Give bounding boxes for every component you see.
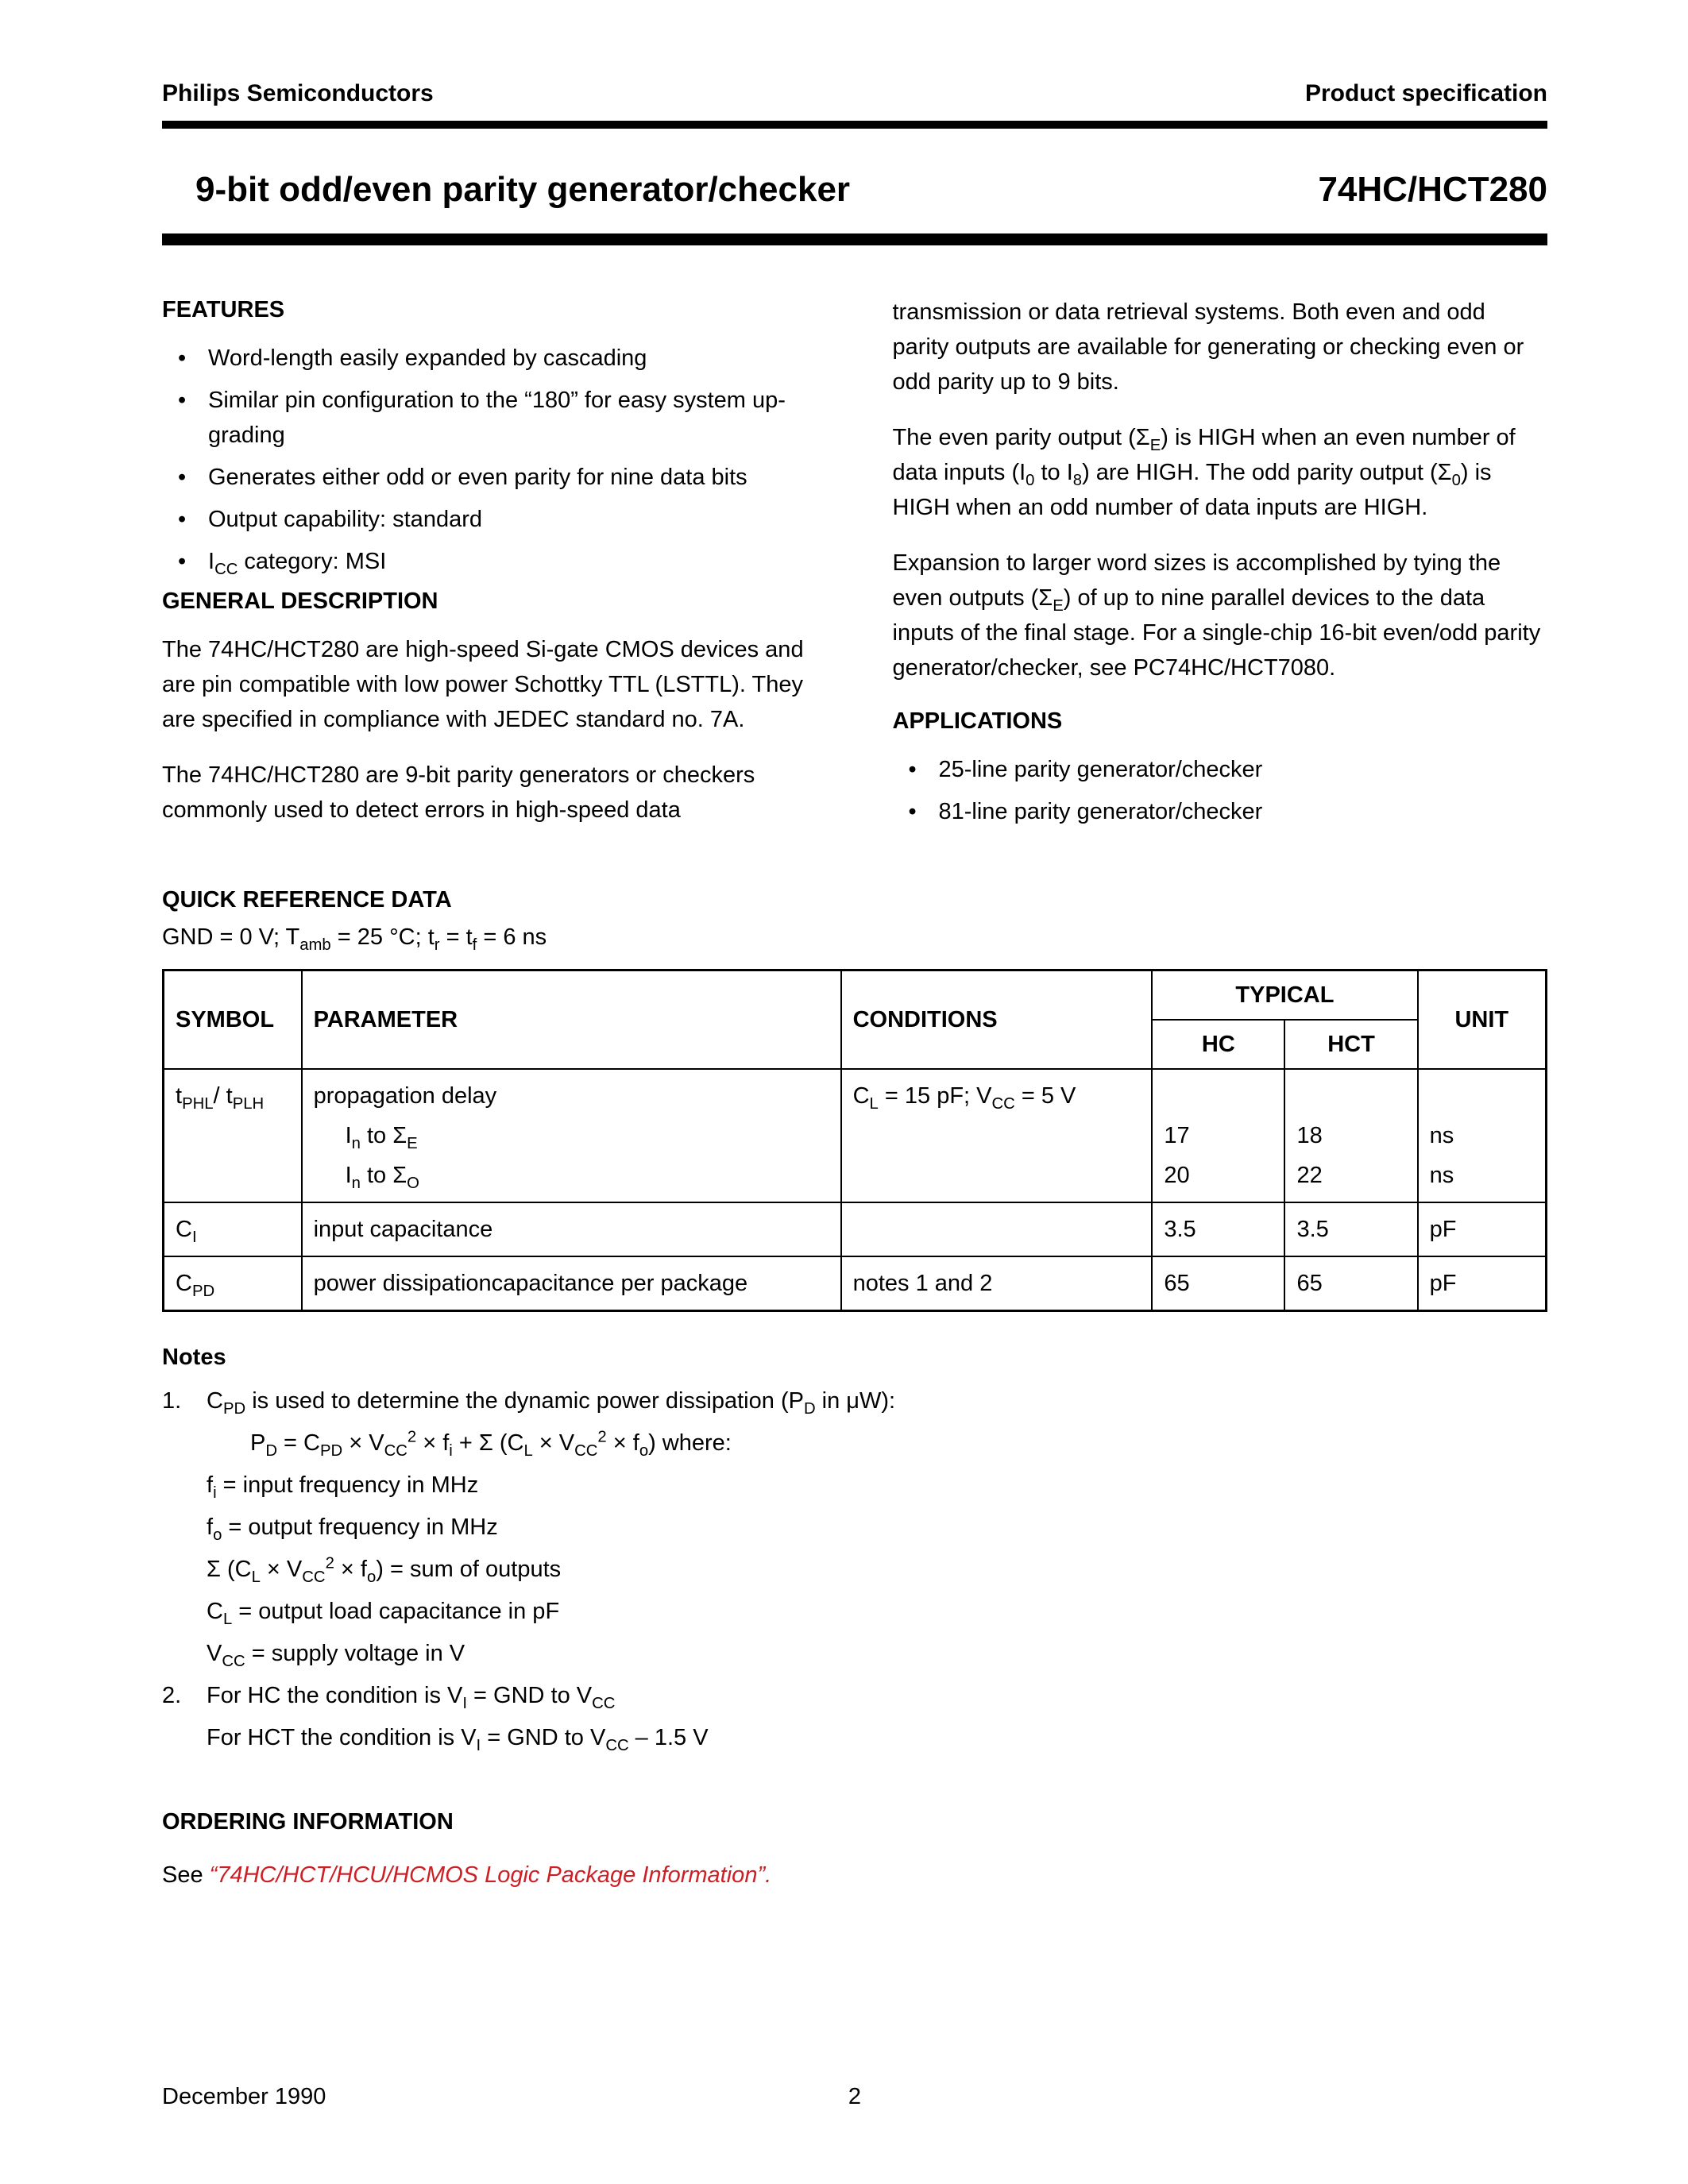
- column-header-symbol: SYMBOL: [164, 970, 302, 1070]
- description-continued-paragraph: transmission or data retrieval systems. Both even and odd parity outputs are available for generating or checking even or odd parity up to 9 bits.: [892, 299, 1524, 395]
- note-formula: $P_D = C_{PD} \times V_{CC}^2 \times f_i + \Sigma$ $(C_L \times V_{CC}^2 \times f_o)$ where:: [250, 1428, 732, 1460]
- cell-hct: 18 22: [1284, 1069, 1417, 1202]
- cell-hct: 3.5: [1284, 1202, 1417, 1256]
- bullet-icon: [893, 794, 939, 829]
- feature-item: [162, 460, 817, 495]
- feature-text: Word-length easily expanded by cascading: [208, 345, 647, 371]
- note-line: For HCT the condition is $V_I$ = GND to $V_{CC} - 1.5$ V: [207, 1725, 709, 1754]
- cell-parameter: propagation delay $I_n$ to $\Sigma_E$ $I_n$ to $\Sigma_O$: [302, 1069, 841, 1202]
- cell-hc: 3.5: [1152, 1202, 1284, 1256]
- feature-item: [162, 383, 817, 453]
- quick-reference-table: [162, 969, 1547, 1312]
- quick-reference-section: [162, 885, 1547, 1312]
- note-1: [162, 1383, 1547, 1678]
- footer-date: December 1990: [162, 2084, 326, 2109]
- column-header-hct: HCT: [1284, 1020, 1417, 1069]
- bullet-icon: [162, 341, 208, 376]
- table-row: [164, 1069, 1547, 1202]
- header-spec-type: Product specification: [1304, 80, 1547, 106]
- cell-unit: pF: [1418, 1202, 1547, 1256]
- package-information-link[interactable]: “74HC/HCT/HCU/HCMOS Logic Package Information”.: [209, 1862, 772, 1888]
- cell-symbol: $C_{PD}$: [164, 1256, 302, 1311]
- cell-conditions: notes 1 and 2: [841, 1256, 1153, 1311]
- column-header-hc: HC: [1152, 1020, 1284, 1069]
- note-number: 1.: [162, 1388, 182, 1414]
- application-text: 25-line parity generator/checker: [938, 757, 1263, 782]
- bullet-icon: [162, 502, 208, 537]
- quick-reference-heading: QUICK REFERENCE DATA: [162, 887, 452, 913]
- feature-item: [162, 341, 817, 376]
- applications-heading: APPLICATIONS: [892, 708, 1063, 734]
- page-header: [162, 79, 1547, 108]
- ordering-section: [162, 1807, 1547, 1893]
- cell-unit: pF: [1418, 1256, 1547, 1311]
- cell-unit: ns ns: [1418, 1069, 1547, 1202]
- general-description-paragraph: The 74HC/HCT280 are 9-bit parity generators or checkers commonly used to detect errors in high-speed data: [162, 762, 755, 823]
- ordering-reference: [162, 1858, 1547, 1893]
- note-body: [207, 1678, 1547, 1762]
- notes-section: [162, 1342, 1547, 1762]
- title-rule: [162, 233, 1547, 245]
- ordering-heading: ORDERING INFORMATION: [162, 1809, 454, 1835]
- left-column: [162, 295, 817, 848]
- cell-hc: 17 20: [1152, 1069, 1284, 1202]
- note-definition: $f_o$ = output frequency in MHz: [207, 1515, 498, 1544]
- header-rule: [162, 121, 1547, 129]
- feature-text: $I_{CC}$ category: MSI: [208, 549, 387, 578]
- column-header-typical: TYPICAL: [1152, 970, 1417, 1021]
- page-footer: [162, 2079, 1547, 2111]
- ordering-prefix: See: [162, 1862, 210, 1888]
- notes-heading: Notes: [162, 1345, 226, 1370]
- cell-parameter: input capacitance: [302, 1202, 841, 1256]
- cell-symbol: $C_I$: [164, 1202, 302, 1256]
- feature-text: Generates either odd or even parity for nine data bits: [208, 465, 747, 490]
- column-header-parameter: PARAMETER: [302, 970, 841, 1070]
- cell-conditions: [841, 1202, 1153, 1256]
- cell-conditions: $C_L = 15$ pF; $V_{CC} = 5$ V: [841, 1069, 1153, 1202]
- cell-parameter: power dissipationcapacitance per package: [302, 1256, 841, 1311]
- cell-hc: 65: [1152, 1256, 1284, 1311]
- note-definition: Σ $(C_L \times V_{CC}^2 \times f_o)$ = sum of outputs: [207, 1554, 562, 1586]
- body-columns: [162, 295, 1547, 848]
- table-header-row: [164, 970, 1547, 1021]
- note-2: [162, 1678, 1547, 1762]
- note-number: 2.: [162, 1683, 182, 1708]
- note-definition: $V_{CC}$ = supply voltage in V: [207, 1641, 465, 1670]
- title-row: [162, 168, 1547, 211]
- bullet-icon: [893, 752, 939, 787]
- bullet-icon: [162, 460, 208, 495]
- footer-page-number: 2: [848, 2084, 862, 2109]
- note-intro: $C_{PD}$ is used to determine the dynamic power dissipation ($P_D$ in μW):: [207, 1388, 896, 1418]
- column-header-unit: UNIT: [1418, 970, 1547, 1070]
- note-definition: $f_i$ = input frequency in MHz: [207, 1472, 479, 1502]
- table-row: [164, 1202, 1547, 1256]
- column-header-conditions: CONDITIONS: [841, 970, 1153, 1070]
- feature-text: Output capability: standard: [208, 507, 482, 532]
- application-text: 81-line parity generator/checker: [938, 799, 1263, 824]
- description-continued-paragraph: Expansion to larger word sizes is accomplished by tying the even outputs $(\Sigma_E)$ of up to nine parallel devices to the data inputs of the final stage. For a single-chip 16-bit even/odd parity generator/checker, see PC74HC/HCT7080.: [892, 550, 1541, 681]
- application-item: [893, 752, 1548, 787]
- application-item: [893, 794, 1548, 829]
- general-description-heading: GENERAL DESCRIPTION: [162, 588, 438, 614]
- features-heading: FEATURES: [162, 297, 285, 322]
- description-continued-paragraph: The even parity output $(\Sigma_E)$ is HIGH when an even number of data inputs ($I_0$ to $I_8$) are HIGH. The odd parity output $(\Sigma_0)$ is HIGH when an odd number of data inputs are HIGH.: [892, 425, 1516, 520]
- part-number: 74HC/HCT280: [1318, 170, 1547, 209]
- feature-item: [162, 544, 817, 579]
- note-definition: $C_L$ = output load capacitance in pF: [207, 1599, 560, 1628]
- note-line: For HC the condition is $V_I$ = GND to $V_{CC}$: [207, 1683, 616, 1712]
- table-row: [164, 1256, 1547, 1311]
- general-description-paragraph: The 74HC/HCT280 are high-speed Si-gate CMOS devices and are pin compatible with low power Schottky TTL (LSTTL). They are specified in compliance with JEDEC standard no. 7A.: [162, 637, 804, 732]
- cell-hct: 65: [1284, 1256, 1417, 1311]
- right-column: [893, 295, 1548, 848]
- cell-symbol: $t_{PHL}/$ $t_{PLH}$: [164, 1069, 302, 1202]
- feature-text: Similar pin configuration to the “180” for easy system up-grading: [208, 388, 786, 448]
- note-body: [207, 1383, 1547, 1678]
- feature-item: [162, 502, 817, 537]
- page-title: 9-bit odd/even parity generator/checker: [195, 170, 851, 209]
- quick-reference-conditions: GND = 0 V; $T_{amb} = 25$ °C; $t_r = t_f = 6$ ns: [162, 924, 547, 954]
- bullet-icon: [162, 383, 208, 453]
- bullet-icon: [162, 544, 208, 579]
- header-company: Philips Semiconductors: [162, 80, 434, 106]
